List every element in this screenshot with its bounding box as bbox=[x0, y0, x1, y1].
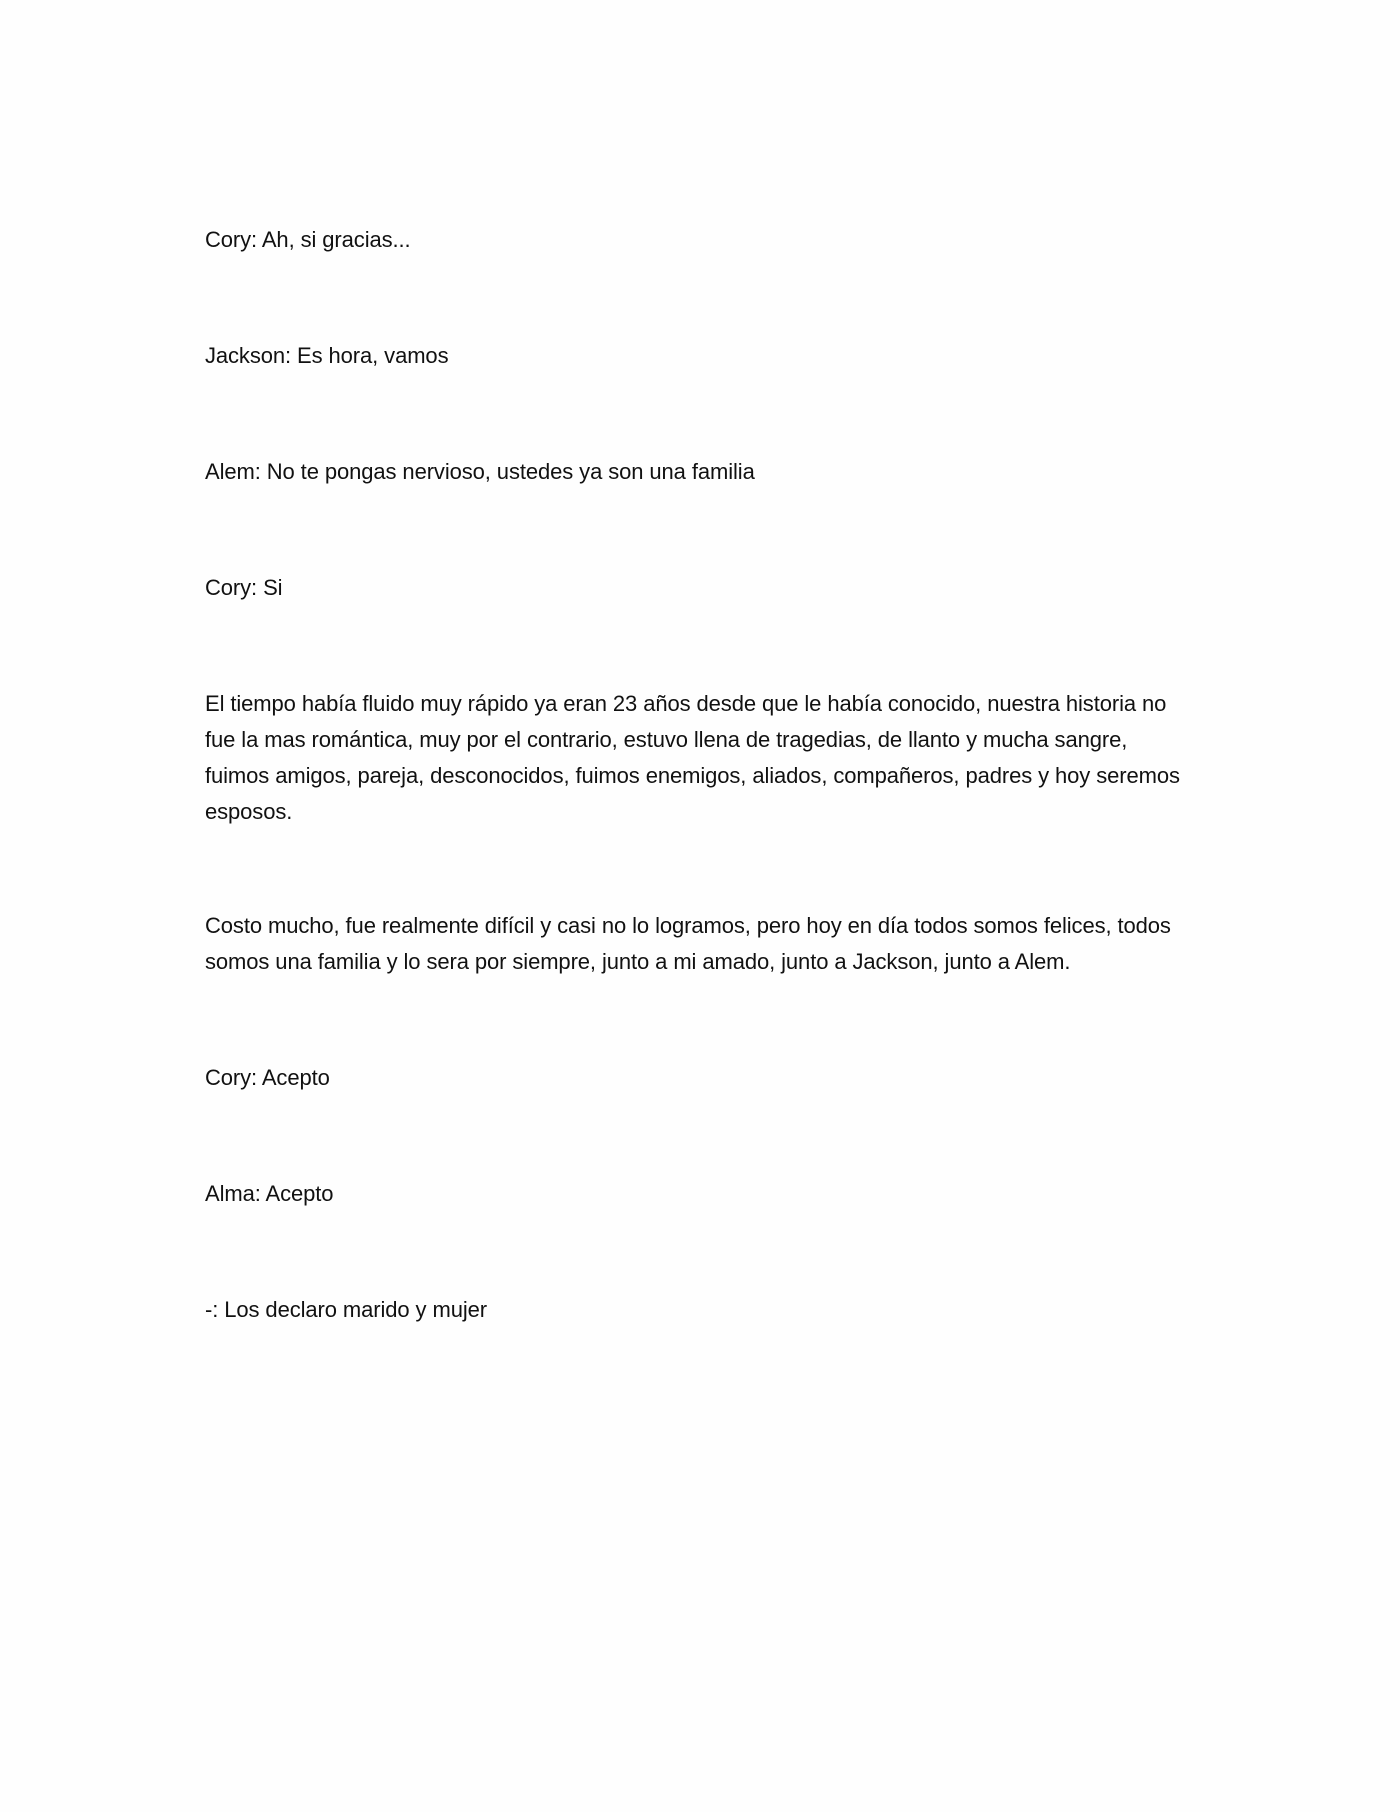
dialogue-line: Alma: Acepto bbox=[205, 1181, 334, 1206]
dialogue-line: Cory: Si bbox=[205, 575, 283, 600]
dialogue-line: Alem: No te pongas nervioso, ustedes ya son una familia bbox=[205, 459, 755, 484]
dialogue-line: Jackson: Es hora, vamos bbox=[205, 343, 449, 368]
dialogue-line: Cory: Acepto bbox=[205, 1065, 330, 1090]
dialogue-line: Cory: Ah, si gracias... bbox=[205, 227, 411, 252]
dialogue-line: -: Los declaro marido y mujer bbox=[205, 1297, 487, 1322]
narrative-paragraph: Costo mucho, fue realmente difícil y casi no lo logramos, pero hoy en día todos somos felices, todos somos una familia y lo sera por siempre, junto a mi amado, junto a Jackson, junto a Alem. bbox=[205, 913, 1171, 974]
narrative-paragraph: El tiempo había fluido muy rápido ya eran 23 años desde que le había conocido, nuestra historia no fue la mas romántica, muy por el contrario, estuvo llena de tragedias, de llanto y mucha sangre, fuimos amigos, pareja, desconocidos, fuimos enemigos, aliados, compañeros, padres y hoy seremos esposos. bbox=[205, 691, 1180, 824]
